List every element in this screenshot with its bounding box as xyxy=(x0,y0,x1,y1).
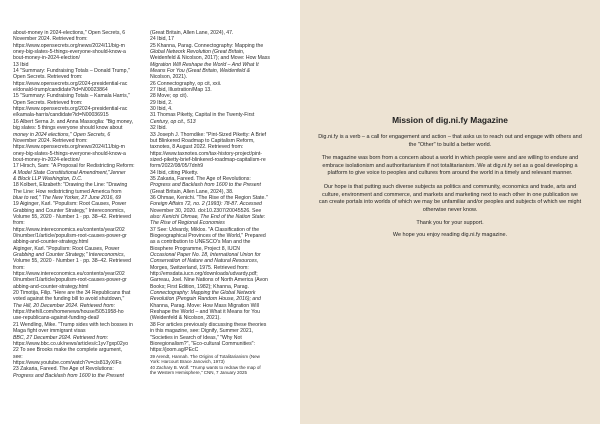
endnote-line: Biogeographical Provinces of the World," Prepared xyxy=(150,233,266,239)
endnote-line: 14 "Summary: Fundraising Totals – Donald Trump," xyxy=(13,68,130,75)
endnote-line: https://joom.ag/PEcC xyxy=(150,347,199,354)
mission-statement xyxy=(318,115,582,244)
mission-title: Mission of dig.ni.fy Magazine xyxy=(392,115,508,125)
endnote-line: taxnotes, 8 August 2022. Retrieved from: xyxy=(150,144,244,151)
endnote-line: http://emsdata.iucn.org/downloads/udvardy.pdf; xyxy=(150,271,258,278)
endnote-line: Maga fight over immigrant visas xyxy=(13,328,86,335)
endnote-line: The Hill, 20 December 2024. Retrieved from: xyxy=(13,302,115,309)
endnote-line: 30 Ibid, 4. xyxy=(150,106,173,113)
endnote-line: The Rise of Regional Economies xyxy=(150,220,225,227)
endnote-line: Open Secrets. Retrieved from: xyxy=(13,74,83,81)
endnote-line: https://www.opensecrets.org/2024-presidential-rac xyxy=(13,80,128,87)
endnote-line: Revolution (Penguin Random House, 2016); and xyxy=(150,296,261,303)
mission-paragraph: Our hope is that putting such diverse subjects as politics and community, economics and trade, arts and culture, environment and commerce, and markets and marketing next to each other in one publication we can create portals into worlds of which we may be unfamiliar and/or peoples and subjects of which we might otherwise never know. xyxy=(318,183,582,213)
endnote-line: Bioregionalism?", "Eco-cultural Communities": xyxy=(150,340,255,347)
endnote-line: money in 2024 elections," Open Secrets, 6 xyxy=(13,131,111,138)
endnote-line: also: Kenichi Ohmae, The End of the Nation State: xyxy=(150,213,266,220)
endnote-line: Open Secrets. Retrieved from: xyxy=(13,99,83,106)
endnote-line: Foreign Affairs 72, no. 2 (1993): 78-87. Accessed xyxy=(150,201,262,208)
endnote-line: 23 Zakaria, Fareed. The Age of Revolutions: xyxy=(13,366,114,373)
endnote-line: from: xyxy=(13,264,25,271)
endnotes-column-a xyxy=(13,30,143,379)
endnote-line: https://www.opensecrets.org/news/2024/11/big-m xyxy=(13,144,125,151)
endnote-line: Grabbing and Counter Strategy," Intereconomics, xyxy=(13,252,126,259)
endnote-line: 21 Wendling, Mike. "Trump sides with tech bosses in xyxy=(13,321,133,328)
endnote-line: 29 Ibid, 2. xyxy=(150,99,173,106)
endnote-line: Volume 55, 2020 · Number 1 · pp. 38–42. Retrieved xyxy=(13,258,132,265)
endnote-line: as a contribution to UNESCO's Man and the xyxy=(150,239,251,246)
endnote-line: use-republicans-against-funding-deal/ xyxy=(13,315,100,322)
endnote-line: e/donald-trump/candidate?id=N00023864 xyxy=(13,87,108,94)
endnote-line: Connectography: Mapping the Global Network xyxy=(150,290,256,297)
endnote-line: https://www.intereconomics.eu/contents/year/202 xyxy=(13,226,125,233)
endnote-line: big slates: 5 things everyone should know about xyxy=(13,125,123,132)
endnote-line: form/2022/08/05/7dnh9 xyxy=(150,163,204,170)
endnote-line: e/kamala-harris/candidate?id=N00036915 xyxy=(13,112,109,119)
endnote-line: https://www.youtube.com/watch?v=cis813yXIFs xyxy=(13,359,122,366)
mission-paragraph: Dig.ni.fy is a verb – a call for engagement and action – that asks us to reach out and engage with others and the "Other" to build a better world. xyxy=(318,134,582,148)
endnote-line: https://www.opensecrets.org/news/2024/11/big-m xyxy=(13,42,125,49)
endnote-line: 39 Arendt, Hannah. The Origins of Totalitarianism (New xyxy=(150,353,260,359)
endnote-line: but Blinkered Roadmap to Capitalism Reform, xyxy=(150,137,255,144)
endnote-line: Biosphere Programme, Project 8, IUCN xyxy=(150,245,240,252)
mission-thanks: Thank you for your support. xyxy=(416,220,484,227)
endnote-line: Khanna, Parag. Move: How Mass Migration Will xyxy=(150,302,259,309)
endnote-line: November 2024. Retrieved from: xyxy=(13,137,88,144)
endnote-line: see: xyxy=(13,353,23,360)
endnote-line: November 2024. Retrieved from: xyxy=(13,36,88,43)
endnote-line: https://www.opensecrets.org/2024-presidential-rac xyxy=(13,106,128,113)
endnote-line: https://www.intereconomics.eu/contents/year/202 xyxy=(13,271,125,278)
endnotes-column-b xyxy=(150,30,282,376)
endnote-line: from: xyxy=(13,220,25,227)
endnote-line: Nicolson, 2021). xyxy=(150,74,188,81)
endnote-line: 0/number/1/article/populism-root-causes-power-gr xyxy=(13,233,127,239)
endnote-line: Weidenfeld & Nicolson, 2017); and Move: How Mass xyxy=(150,55,270,62)
endnote-line: bout-money-in-2024-election/ xyxy=(13,55,80,62)
endnote-line: (Weidenfeld & Nicolson, 2021). xyxy=(150,315,221,322)
endnote-line: 20 Timotija, Filip. "Here are the 34 Republicans that xyxy=(13,290,131,297)
endnote-line: Reshape the World – and What it Means for You xyxy=(150,309,260,316)
endnote-line: Books; First Edition, 1982); Khanna, Parag. xyxy=(150,283,249,290)
endnote-line: November 30, 2020. doi:10.2307/20045526. See xyxy=(150,207,262,214)
endnote-line: 17 Hirsch, Sam: "A Proposal for Redistricting Reform: xyxy=(13,163,135,170)
endnote-line: sized-piketty-brief-blinkered-roadmap-capitalism-re xyxy=(150,156,266,163)
endnote-line: 26 Connectography, op cit, xxii. xyxy=(150,80,222,87)
endnote-line: https://www.bbc.co.uk/news/articles/c1yv7gxp02yo xyxy=(13,340,129,347)
endnote-line: 28 Move; op cit). xyxy=(150,93,189,100)
endnote-line: voted against the funding bill to avoid shutdown," xyxy=(13,296,125,303)
endnote-line: & Block LLP Washington, D.C. xyxy=(13,175,83,182)
endnote-line: 15 "Summary: Fundraising Totals – Kamala Harris," xyxy=(13,93,130,100)
endnote-line: 35 Zakaria, Fareed. The Age of Revolutions: xyxy=(150,175,251,182)
endnote-line: oney-big-slates-5-things-everyone-should-know-a xyxy=(13,150,126,157)
endnote-line: bout-money-in-2024-election/ xyxy=(13,156,80,163)
endnote-line: Occasional Paper No. 18, International Union for xyxy=(150,252,261,259)
endnote-line: 40 Zachary B. Wolf. "Trump wants to redraw the map of xyxy=(150,364,261,370)
endnote-line: BBC, 27 December 2024. Retrieved from: xyxy=(13,334,109,341)
endnote-line: 18 Kolbert, Elizabeth: "Drawing the Line: "Drawing xyxy=(13,182,128,189)
endnote-line: A Model State Constitutional Amendment,"Jenner xyxy=(13,169,126,176)
endnote-line: 34 Ibid, citing Piketty. xyxy=(150,169,199,176)
endnote-line: "Societies in Search of Ideas," "Why Not xyxy=(150,334,242,341)
endnote-line: https://thehill.com/homenews/house/5051958-ho xyxy=(13,309,124,316)
endnote-line: Progress and Backlash from 1600 to the Present xyxy=(13,372,124,379)
endnote-line: 0/number/1/article/populism-root-causes-power-gr xyxy=(13,277,127,284)
endnote-line: (Great Britain, Allen Lane, 2024), 47. xyxy=(150,30,234,36)
endnote-line: Garreau, Joel. Nine Nations of North America (Avon xyxy=(150,277,268,284)
endnote-line: in this magazine, see: Dignify, Summer 2021, xyxy=(150,328,254,335)
endnote-line: 27 Ibid, Illustration/Map 13. xyxy=(150,87,212,94)
endnote-line: The Line: How redistricting turned America from xyxy=(13,188,122,195)
endnote-line: Century, op cit., 513 xyxy=(150,118,196,125)
endnote-line: 31 Thomas Piketty, Capital in the Twenty-First xyxy=(150,112,255,119)
endnote-line: https://www.taxnotes.com/tax-history-project/pint- xyxy=(150,150,262,157)
endnote-line: 38 For articles previously discussing these theories xyxy=(150,321,267,328)
endnote-line: Aiginger, Karl. "Populism: Root Causes, Power xyxy=(13,245,120,252)
endnote-line: Conservation of Nature and Natural Resources, xyxy=(150,258,259,265)
endnote-line: Progress and Backlash from 1600 to the Present xyxy=(150,182,261,189)
endnote-line: Migration Will Reshape the World – And What It xyxy=(150,61,259,68)
endnote-line: 22 To see Brooks make the complete argument, xyxy=(13,347,123,354)
endnote-line: (Great Britain, Allen Lane, 2024), 38. xyxy=(150,188,234,195)
endnote-line: the Western Hemisphere," CNN, 7 January 2025 xyxy=(150,370,248,376)
endnote-line: 16 Albert Serna Jr. and Anna Massoglia: "Big money, xyxy=(13,118,134,125)
endnote-line: Volume 55, 2020 · Number 1 · pp. 38–42. Retrieved xyxy=(13,213,132,220)
endnote-line: 24 Ibid, 17 xyxy=(150,36,175,43)
endnote-line: Grabbing and Counter Strategy," Intereconomics, xyxy=(13,207,126,214)
endnote-line: blue to red," The New Yorker, 27 June 2016, 69 xyxy=(13,194,122,201)
endnote-line: York: Harcourt Brace Janovich, 1973) xyxy=(150,359,225,365)
endnote-line: 36 Ohmae, Kenichi. "The Rise of the Region State." xyxy=(150,194,268,201)
endnote-line: 33 Joseph J. Thorndike: "Pint-Sized Piketty: A Brief xyxy=(150,131,267,138)
endnote-line: oney-big-slates-5-things-everyone-should-know-a xyxy=(13,49,126,56)
mission-closing: We hope you enjoy reading dig.ni.fy magazine. xyxy=(392,231,508,238)
mission-paragraph: The magazine was born from a concern about a world in which people were and are willing to endure and embrace isolationism and authoritarianism if not totalitarianism. We at dig.ni.fy set as a goal developing a platform to give voice to peoples and cultures from around the world in a timely and relevant manner. xyxy=(321,155,579,177)
endnote-line: 25 Khanna, Parag. Connectography: Mapping the xyxy=(150,42,264,49)
endnote-line: Global Network Revolution (Great Britain, xyxy=(150,49,245,56)
endnote-line: abbing-and-counter-strategy.html xyxy=(13,283,89,290)
endnote-line: Morges, Switzerland, 1975. Retrieved from: xyxy=(150,264,249,271)
endnote-line: 19 Aiginger, Karl. "Populism: Root Causes, Power xyxy=(13,201,127,208)
endnote-line: 13 Ibid xyxy=(13,61,29,68)
endnote-line: 32 Ibid. xyxy=(150,125,167,132)
endnote-line: about-money in 2024-elections," Open Secrets, 6 xyxy=(13,30,126,36)
endnote-line: 37 See: Udvardy, Miklos. "A Classification of the xyxy=(150,226,260,233)
endnote-line: Means For You (Great Britain, Weidenfeld & xyxy=(150,68,251,75)
endnote-line: abbing-and-counter-strategy.html xyxy=(13,239,89,246)
